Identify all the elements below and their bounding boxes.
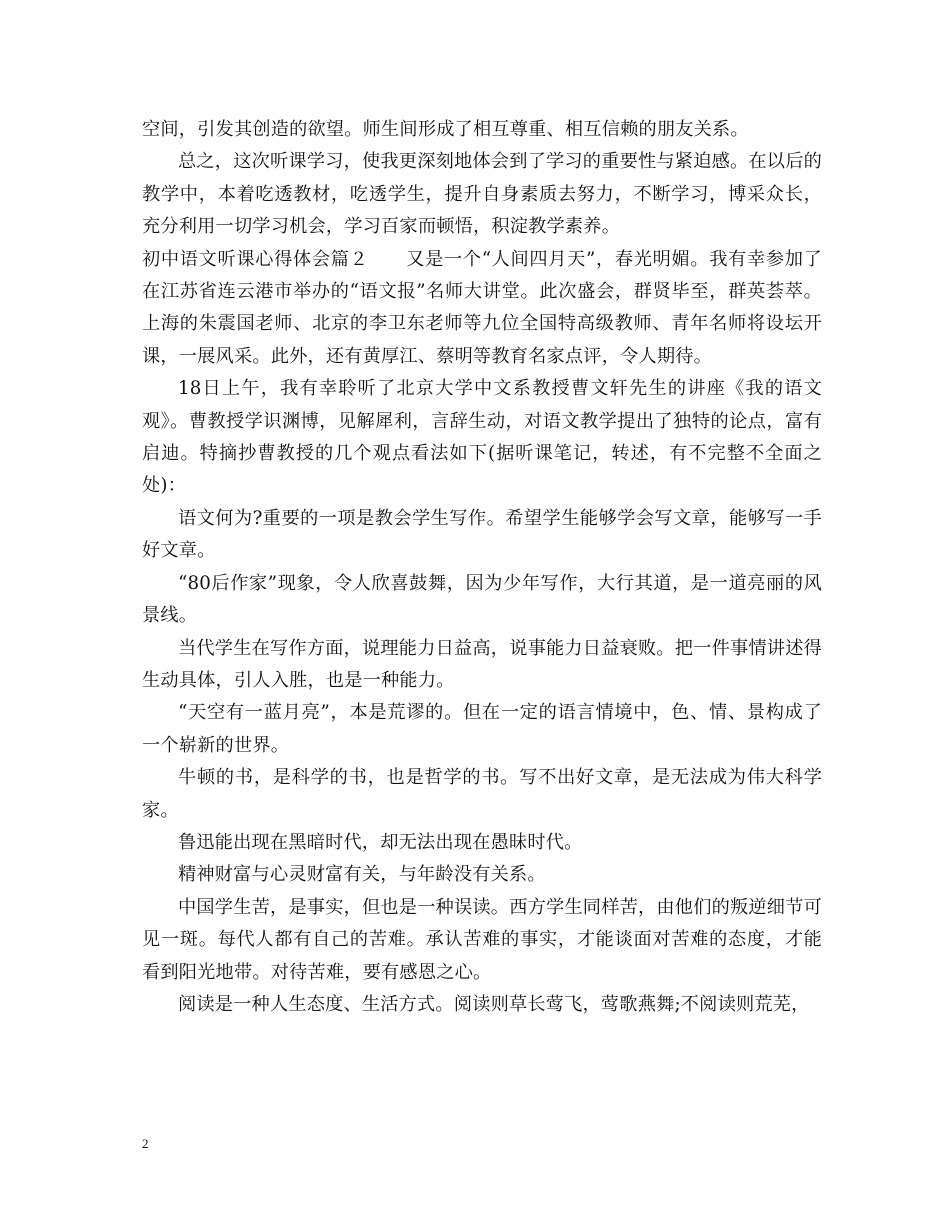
section-heading-paragraph: 初中语文听课心得体会篇２ 又是一个“人间四月天”，春光明媚。我有幸参加了在江苏省连云港市举办的“语文报”名师大讲堂。此次盛会，群贤毕至，群英荟萃。上海的朱震国老师、北京的李卫东老师等九位全国特高级教师、青年名师将设坛开课，一展风采。此外，还有黄厚江、蔡明等教育名家点评，令人期待。: [142, 248, 822, 367]
page-number: 2: [142, 1136, 149, 1151]
paragraph: 语文何为?重要的一项是教会学生写作。希望学生能够学会写文章，能够写一手好文章。: [142, 507, 822, 562]
paragraph: 牛顿的书，是科学的书，也是哲学的书。写不出好文章，是无法成为伟大科学家。: [142, 767, 822, 821]
paragraph: 精神财富与心灵财富有关，与年龄没有关系。: [178, 864, 546, 886]
paragraph: 阅读是一种人生态度、生活方式。阅读则草长莺飞，莺歌燕舞;不阅读则荒芜，: [178, 993, 810, 1015]
paragraph: 中国学生苦，是事实，但也是一种误读。西方学生同样苦，由他们的叛逆细节可见一斑。每代人都有自己的苦难。承认苦难的事实，才能谈面对苦难的态度，才能看到阳光地带。对待苦难，要有感恩之心。: [142, 896, 822, 983]
paragraph: 鲁迅能出现在黑暗时代，却无法出现在愚昧时代。: [178, 831, 583, 853]
document-body: [142, 114, 822, 1021]
paragraph: 当代学生在写作方面，说理能力日益高，说事能力日益衰败。把一件事情讲述得生动具体，引人入胜，也是一种能力。: [142, 637, 822, 691]
paragraph: 空间，引发其创造的欲望。师生间形成了相互尊重、相互信赖的朋友关系。: [142, 119, 749, 140]
paragraph: 总之，这次听课学习，使我更深刻地体会到了学习的重要性与紧迫感。在以后的教学中，本着吃透教材，吃透学生，提升自身素质去努力，不断学习，博采众长，充分利用一切学习机会，学习百家而顿悟，积淀教学素养。: [142, 151, 822, 238]
paragraph: 18日上午，我有幸聆听了北京大学中文系教授曹文轩先生的讲座《我的语文观》。曹教授学识渊博，见解犀利，言辞生动，对语文教学提出了独特的论点，富有启迪。特摘抄曹教授的几个观点看法如下(据听课笔记，转述，有不完整不全面之处)：: [142, 378, 822, 497]
paragraph: “天空有一蓝月亮”，本是荒谬的。但在一定的语言情境中，色、情、景构成了一个崭新的世界。: [142, 702, 822, 756]
paragraph: “80后作家”现象，令人欣喜鼓舞，因为少年写作，大行其道，是一道亮丽的风景线。: [142, 572, 822, 627]
